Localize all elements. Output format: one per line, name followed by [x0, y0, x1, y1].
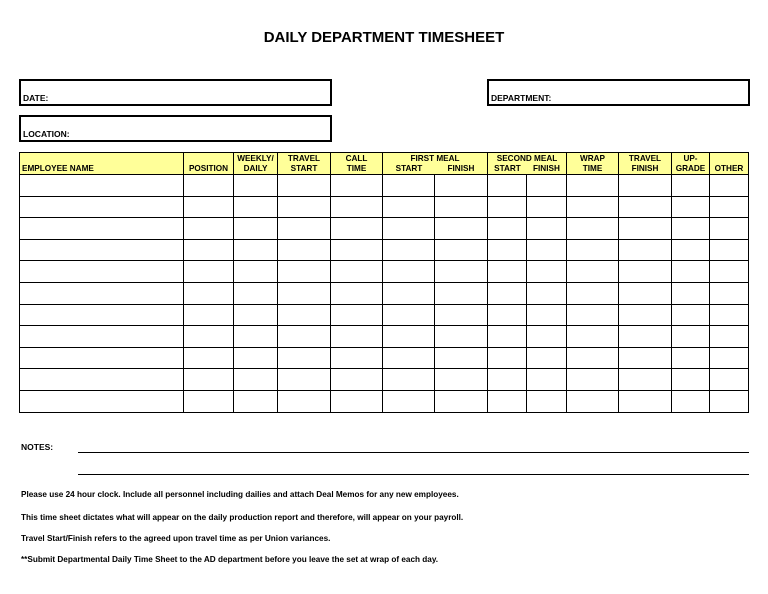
table-cell[interactable] — [383, 239, 435, 261]
table-cell[interactable] — [234, 282, 278, 304]
col-second-meal-title: SECOND MEAL — [496, 154, 558, 163]
date-field[interactable] — [19, 79, 332, 106]
table-cell[interactable] — [710, 261, 749, 283]
col-first-meal-start: START — [395, 163, 423, 173]
table-cell[interactable] — [488, 282, 527, 304]
table-cell[interactable] — [619, 390, 672, 412]
table-cell[interactable] — [567, 369, 619, 391]
date-label: DATE: — [23, 93, 49, 103]
col-travel-finish-line2: FINISH — [631, 163, 659, 173]
table-cell[interactable] — [435, 239, 488, 261]
col-second-meal-start: START — [494, 163, 521, 173]
table-cell[interactable] — [184, 282, 234, 304]
table-cell[interactable] — [383, 326, 435, 348]
table-cell[interactable] — [527, 196, 567, 218]
table-cell[interactable] — [527, 326, 567, 348]
table-cell[interactable] — [383, 218, 435, 240]
table-cell[interactable] — [278, 369, 331, 391]
col-first-meal — [383, 153, 488, 175]
table-cell[interactable] — [383, 304, 435, 326]
col-travel-start-line1: TRAVEL — [287, 154, 321, 163]
table-cell[interactable] — [383, 369, 435, 391]
instruction-line-3: Travel Start/Finish refers to the agreed upon travel time as per Union variances. — [21, 534, 331, 543]
table-cell[interactable] — [488, 304, 527, 326]
table-cell[interactable] — [435, 196, 488, 218]
table-cell[interactable] — [234, 326, 278, 348]
col-travel-finish — [619, 153, 672, 175]
table-cell[interactable] — [567, 282, 619, 304]
col-employee-name: EMPLOYEE NAME — [20, 153, 184, 175]
table-cell[interactable] — [184, 304, 234, 326]
table-cell[interactable] — [331, 326, 383, 348]
col-weekly-daily-line1: WEEKLY/ — [237, 154, 274, 163]
table-cell[interactable] — [184, 347, 234, 369]
location-label: LOCATION: — [23, 129, 70, 139]
table-cell[interactable] — [383, 282, 435, 304]
col-call-time — [331, 153, 383, 175]
table-cell[interactable] — [567, 326, 619, 348]
table-cell[interactable] — [527, 347, 567, 369]
table-cell[interactable] — [567, 196, 619, 218]
table-cell[interactable] — [710, 239, 749, 261]
table-cell[interactable] — [488, 347, 527, 369]
col-second-meal — [488, 153, 567, 175]
table-cell[interactable] — [383, 347, 435, 369]
table-cell[interactable] — [234, 347, 278, 369]
table-row — [20, 390, 749, 412]
col-position: POSITION — [184, 153, 234, 175]
location-field[interactable] — [19, 115, 332, 142]
table-cell[interactable] — [672, 326, 710, 348]
table-cell[interactable] — [331, 282, 383, 304]
table-cell[interactable] — [527, 282, 567, 304]
table-cell[interactable] — [619, 175, 672, 197]
table-cell[interactable] — [619, 196, 672, 218]
table-row — [20, 175, 749, 197]
table-cell[interactable] — [672, 304, 710, 326]
table-cell[interactable] — [278, 261, 331, 283]
department-field[interactable] — [487, 79, 750, 106]
instruction-line-4: **Submit Departmental Daily Time Sheet to the AD department before you leave the set at wrap of each day. — [21, 555, 439, 564]
table-row — [20, 261, 749, 283]
table-cell[interactable] — [619, 218, 672, 240]
table-cell[interactable] — [278, 282, 331, 304]
table-row — [20, 347, 749, 369]
table-cell[interactable] — [20, 326, 184, 348]
table-cell[interactable] — [567, 390, 619, 412]
table-row — [20, 326, 749, 348]
table-cell[interactable] — [672, 196, 710, 218]
col-call-time-line1: CALL — [345, 154, 368, 163]
table-cell[interactable] — [234, 175, 278, 197]
table-cell[interactable] — [488, 218, 527, 240]
col-other: OTHER — [710, 153, 749, 175]
table-cell[interactable] — [619, 304, 672, 326]
col-first-meal-finish: FINISH — [447, 163, 475, 173]
table-cell[interactable] — [184, 326, 234, 348]
table-cell[interactable] — [184, 218, 234, 240]
table-cell[interactable] — [331, 175, 383, 197]
table-cell[interactable] — [619, 239, 672, 261]
notes-label: NOTES: — [21, 442, 54, 452]
table-cell[interactable] — [20, 282, 184, 304]
table-cell[interactable] — [672, 175, 710, 197]
table-cell[interactable] — [567, 261, 619, 283]
table-cell[interactable] — [710, 175, 749, 197]
col-weekly-daily-line2: DAILY — [243, 163, 268, 173]
col-wrap-time-line1: WRAP — [579, 154, 605, 163]
table-cell[interactable] — [488, 175, 527, 197]
table-cell[interactable] — [435, 261, 488, 283]
table-cell[interactable] — [234, 218, 278, 240]
table-cell[interactable] — [184, 175, 234, 197]
instruction-line-2: This time sheet dictates what will appear on the daily production report and therefore, will appear on your payroll. — [21, 513, 464, 522]
table-cell[interactable] — [435, 175, 488, 197]
table-cell[interactable] — [672, 261, 710, 283]
table-cell[interactable] — [278, 218, 331, 240]
table-cell[interactable] — [527, 239, 567, 261]
table-cell[interactable] — [672, 347, 710, 369]
table-cell[interactable] — [383, 196, 435, 218]
table-header-row — [20, 153, 749, 175]
table-cell[interactable] — [619, 282, 672, 304]
table-cell[interactable] — [672, 239, 710, 261]
table-cell[interactable] — [383, 390, 435, 412]
table-cell[interactable] — [488, 390, 527, 412]
col-first-meal-title: FIRST MEAL — [410, 154, 460, 163]
col-second-meal-finish: FINISH — [533, 163, 560, 173]
table-cell[interactable] — [710, 326, 749, 348]
table-cell[interactable] — [710, 304, 749, 326]
table-cell[interactable] — [234, 239, 278, 261]
table-cell[interactable] — [527, 390, 567, 412]
table-cell[interactable] — [435, 390, 488, 412]
table-row — [20, 369, 749, 391]
table-cell[interactable] — [331, 369, 383, 391]
table-cell[interactable] — [184, 261, 234, 283]
table-cell[interactable] — [488, 369, 527, 391]
table-cell[interactable] — [527, 304, 567, 326]
table-cell[interactable] — [672, 390, 710, 412]
table-row — [20, 196, 749, 218]
table-cell[interactable] — [435, 218, 488, 240]
table-cell[interactable] — [435, 304, 488, 326]
table-cell[interactable] — [527, 218, 567, 240]
table-cell[interactable] — [435, 326, 488, 348]
table-cell[interactable] — [331, 196, 383, 218]
table-cell[interactable] — [278, 175, 331, 197]
table-row — [20, 239, 749, 261]
table-cell[interactable] — [383, 261, 435, 283]
table-cell[interactable] — [710, 218, 749, 240]
col-travel-start-line2: START — [290, 163, 318, 173]
table-cell[interactable] — [20, 369, 184, 391]
table-cell[interactable] — [619, 326, 672, 348]
table-cell[interactable] — [619, 369, 672, 391]
table-cell[interactable] — [383, 175, 435, 197]
table-cell[interactable] — [20, 304, 184, 326]
instruction-line-1: Please use 24 hour clock. Include all personnel including dailies and attach Deal Memos for any new employees. — [21, 490, 459, 499]
table-cell[interactable] — [567, 175, 619, 197]
col-upgrade-line2: GRADE — [675, 163, 706, 173]
table-cell[interactable] — [488, 261, 527, 283]
table-cell[interactable] — [710, 369, 749, 391]
table-cell[interactable] — [184, 369, 234, 391]
col-travel-start — [278, 153, 331, 175]
col-upgrade-line1: UP- — [683, 154, 698, 163]
table-cell[interactable] — [234, 196, 278, 218]
table-cell[interactable] — [567, 304, 619, 326]
table-cell[interactable] — [20, 196, 184, 218]
notes-line-2[interactable] — [78, 474, 749, 475]
table-cell[interactable] — [435, 347, 488, 369]
table-cell[interactable] — [278, 390, 331, 412]
department-label: DEPARTMENT: — [491, 93, 552, 103]
table-cell[interactable] — [710, 347, 749, 369]
table-cell[interactable] — [488, 196, 527, 218]
table-cell[interactable] — [234, 261, 278, 283]
table-row — [20, 304, 749, 326]
col-wrap-time — [567, 153, 619, 175]
table-cell[interactable] — [20, 218, 184, 240]
table-cell[interactable] — [527, 175, 567, 197]
table-cell[interactable] — [672, 369, 710, 391]
col-call-time-line2: TIME — [346, 163, 367, 173]
table-row — [20, 218, 749, 240]
table-cell[interactable] — [331, 261, 383, 283]
table-cell[interactable] — [278, 196, 331, 218]
table-cell[interactable] — [672, 282, 710, 304]
table-cell[interactable] — [331, 218, 383, 240]
table-cell[interactable] — [567, 239, 619, 261]
timesheet-table — [19, 152, 749, 413]
table-cell[interactable] — [331, 304, 383, 326]
table-cell[interactable] — [20, 239, 184, 261]
table-cell[interactable] — [567, 347, 619, 369]
col-upgrade — [672, 153, 710, 175]
table-cell[interactable] — [567, 218, 619, 240]
col-travel-finish-line1: TRAVEL — [628, 154, 662, 163]
table-cell[interactable] — [184, 196, 234, 218]
table-cell[interactable] — [488, 239, 527, 261]
table-row — [20, 282, 749, 304]
table-cell[interactable] — [619, 261, 672, 283]
table-cell[interactable] — [20, 175, 184, 197]
table-cell[interactable] — [20, 390, 184, 412]
table-cell[interactable] — [278, 347, 331, 369]
table-cell[interactable] — [710, 196, 749, 218]
table-cell[interactable] — [184, 390, 234, 412]
table-cell[interactable] — [184, 239, 234, 261]
table-cell[interactable] — [234, 369, 278, 391]
table-cell[interactable] — [710, 282, 749, 304]
table-cell[interactable] — [20, 347, 184, 369]
table-cell[interactable] — [619, 347, 672, 369]
col-weekly-daily — [234, 153, 278, 175]
page-title: DAILY DEPARTMENT TIMESHEET — [263, 29, 505, 46]
table-cell[interactable] — [331, 347, 383, 369]
table-cell[interactable] — [710, 390, 749, 412]
table-cell[interactable] — [331, 239, 383, 261]
table-cell[interactable] — [435, 369, 488, 391]
table-cell[interactable] — [672, 218, 710, 240]
table-cell[interactable] — [488, 326, 527, 348]
table-cell[interactable] — [20, 261, 184, 283]
table-cell[interactable] — [527, 261, 567, 283]
table-cell[interactable] — [435, 282, 488, 304]
table-cell[interactable] — [278, 239, 331, 261]
col-wrap-time-line2: TIME — [582, 163, 603, 173]
table-cell[interactable] — [234, 390, 278, 412]
table-cell[interactable] — [331, 390, 383, 412]
table-cell[interactable] — [278, 304, 331, 326]
table-cell[interactable] — [278, 326, 331, 348]
table-cell[interactable] — [527, 369, 567, 391]
table-cell[interactable] — [234, 304, 278, 326]
notes-line-1[interactable] — [78, 452, 749, 453]
